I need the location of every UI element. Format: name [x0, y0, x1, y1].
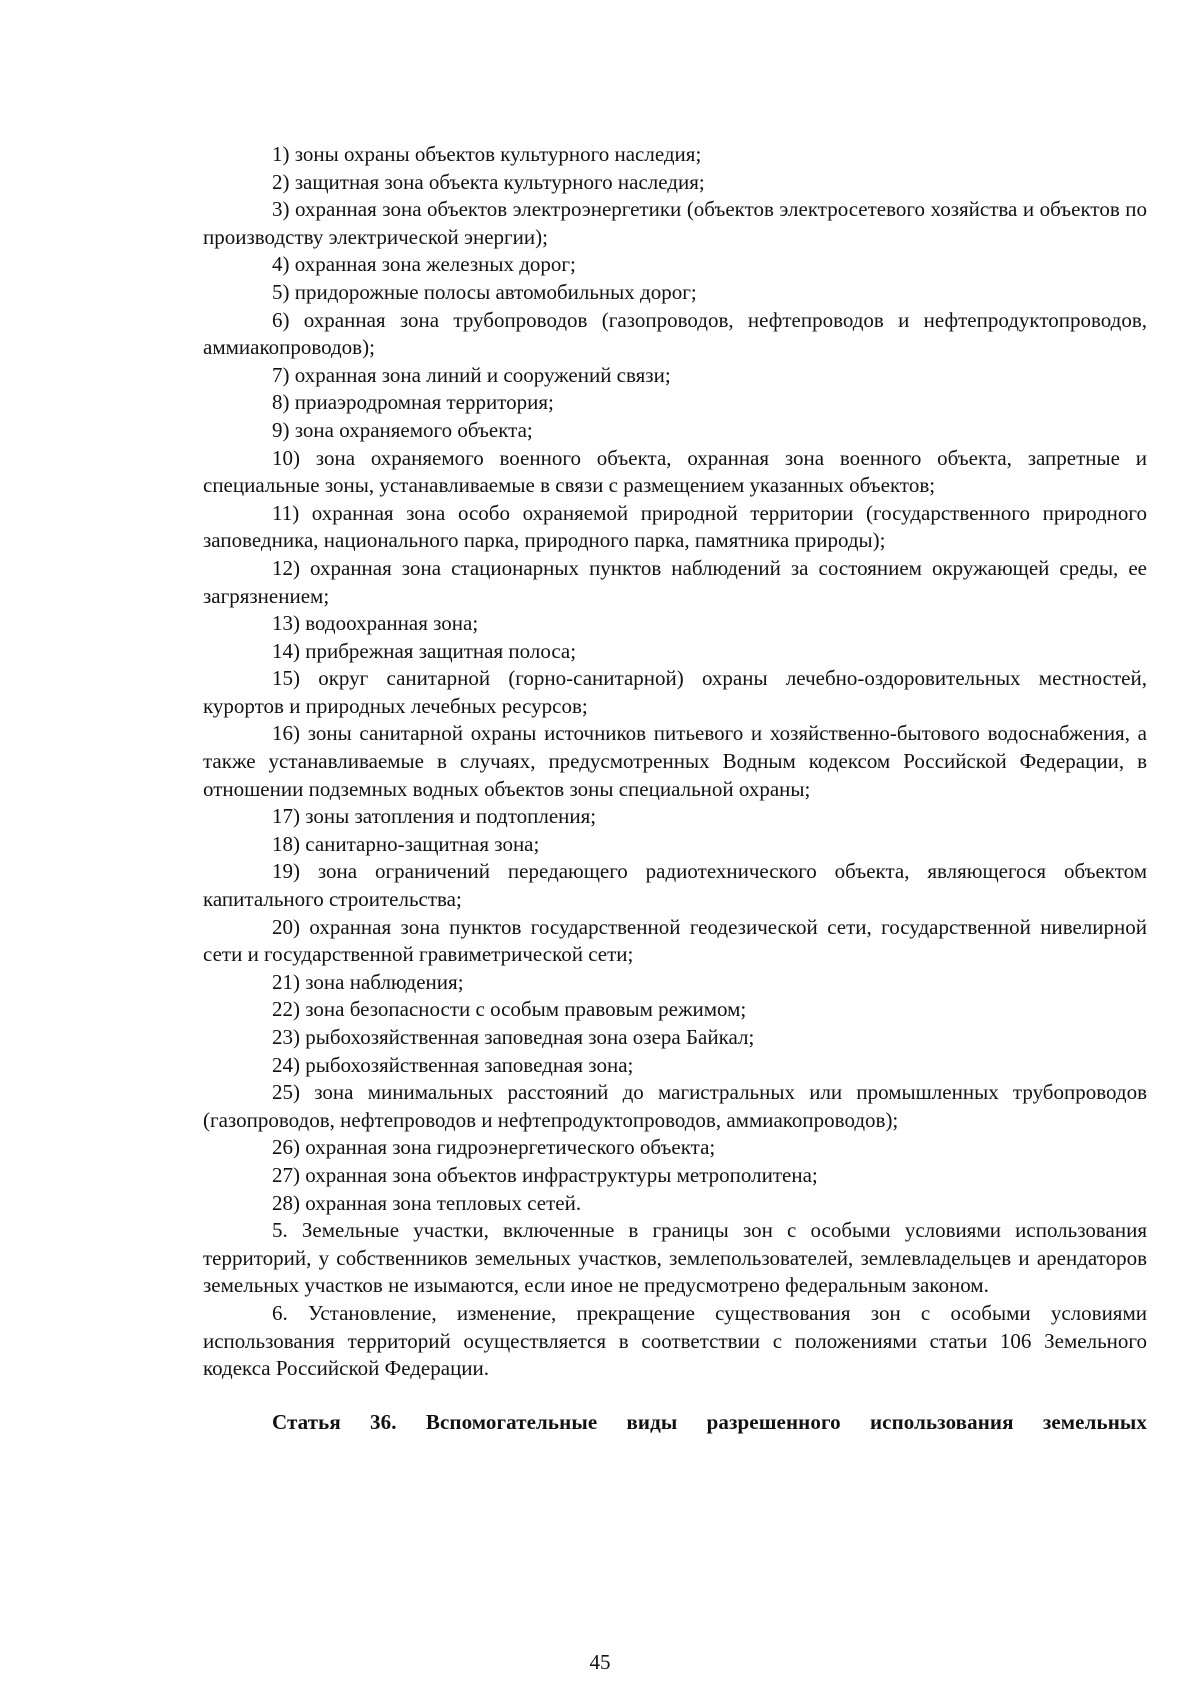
list-item-21: 21) зона наблюдения;: [272, 969, 464, 994]
list-item-3: 3) охранная зона объектов электроэнергетики (объектов электросетевого хозяйства и объектов по производству электрической энергии);: [203, 197, 1147, 249]
paragraph-6: 6. Установление, изменение, прекращение существования зон с особыми условиями использования территорий осуществляется в соответствии с положениями статьи 106 Земельного кодекса Российской Федерации.: [203, 1300, 1147, 1381]
page-number: 45: [589, 1650, 611, 1674]
list-item-19: 19) зона ограничений передающего радиотехнического объекта, являющегося объектом капитального строительства;: [203, 859, 1147, 912]
list-item-16: 16) зоны санитарной охраны источников питьевого и хозяйственно-бытового водоснабжения, а также устанавливаемые в случаях, предусмотренных Водным кодексом Российской Федерации, в отношении подземных водных объектов зоны специальной охраны;: [203, 721, 1147, 801]
list-item-26: 26) охранная зона гидроэнергетического объекта;: [272, 1135, 716, 1160]
list-item-6: 6) охранная зона трубопроводов (газопроводов, нефтепроводов и нефтепродуктопроводов, аммиакопроводов);: [203, 307, 1147, 360]
list-item-15: 15) округ санитарной (горно-санитарной) охраны лечебно-оздоровительных местностей, курортов и природных лечебных ресурсов;: [203, 666, 1147, 718]
list-item-7: 7) охранная зона линий и сооружений связи;: [272, 362, 671, 387]
list-item-11: 11) охранная зона особо охраняемой природной территории (государственного природного заповедника, национального парка, природного парка, памятника природы);: [203, 500, 1147, 553]
list-item-18: 18) санитарно-защитная зона;: [272, 831, 540, 856]
list-item-17: 17) зоны затопления и подтопления;: [272, 804, 597, 829]
list-item-20: 20) охранная зона пунктов государственной геодезической сети, государственной нивелирной сети и государственной гравиметрической сети;: [203, 914, 1147, 967]
list-item-8: 8) приаэродромная территория;: [272, 390, 554, 415]
list-item-14: 14) прибрежная защитная полоса;: [272, 638, 577, 663]
list-item-10: 10) зона охраняемого военного объекта, охранная зона военного объекта, запретные и специальные зоны, устанавливаемые в связи с размещением указанных объектов;: [203, 445, 1147, 498]
list-item-24: 24) рыбохозяйственная заповедная зона;: [272, 1052, 634, 1077]
list-item-13: 13) водоохранная зона;: [272, 611, 479, 636]
list-item-28: 28) охранная зона тепловых сетей.: [272, 1190, 582, 1215]
list-item-22: 22) зона безопасности с особым правовым режимом;: [272, 997, 747, 1022]
document-body: [203, 141, 1147, 1436]
list-item-2: 2) защитная зона объекта культурного наследия;: [272, 169, 705, 194]
list-item-25: 25) зона минимальных расстояний до магистральных или промышленных трубопроводов (газопроводов, нефтепроводов и нефтепродуктопроводов, аммиакопроводов);: [203, 1080, 1147, 1132]
list-item-27: 27) охранная зона объектов инфраструктуры метрополитена;: [272, 1162, 818, 1187]
paragraph-5: 5. Земельные участки, включенные в границы зон с особыми условиями использования территорий, у собственников земельных участков, землепользователей, землевладельцев и арендаторов земельных участков не изымаются, если иное не предусмотрено федеральным законом.: [203, 1218, 1147, 1298]
list-item-23: 23) рыбохозяйственная заповедная зона озера Байкал;: [272, 1025, 755, 1049]
list-item-4: 4) охранная зона железных дорог;: [272, 252, 576, 277]
list-item-5: 5) придорожные полосы автомобильных дорог;: [272, 279, 697, 304]
list-item-9: 9) зона охраняемого объекта;: [272, 417, 533, 442]
list-item-12: 12) охранная зона стационарных пунктов наблюдений за состоянием окружающей среды, ее загрязнением;: [203, 555, 1147, 608]
list-item-1: 1) зоны охраны объектов культурного наследия;: [272, 142, 702, 166]
article-heading: Статья 36. Вспомогательные виды разрешенного использования земельных: [272, 1409, 1147, 1434]
